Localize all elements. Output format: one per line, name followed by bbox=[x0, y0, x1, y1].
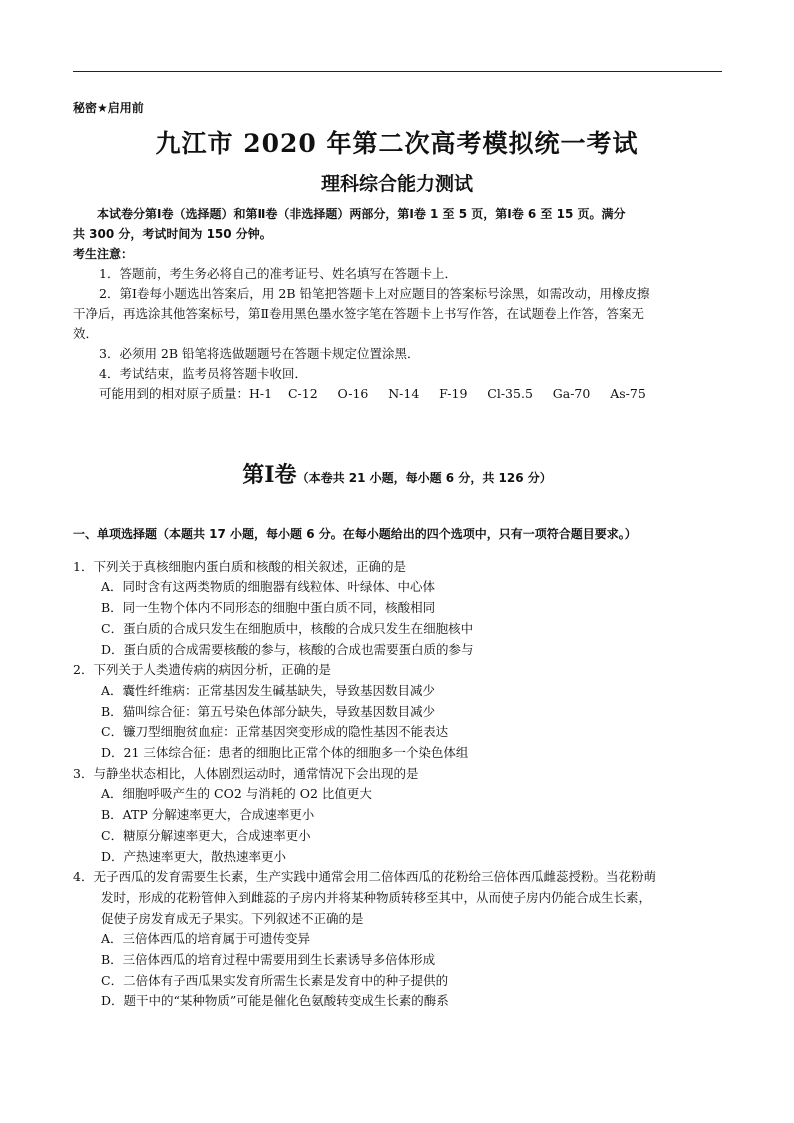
notice-item-continued: 干净后，再选涂其他答案标号，第Ⅱ卷用黑色墨水签字笔在答题卡上书写作答，在试题卷上作答，答案无 bbox=[73, 306, 644, 321]
notice-heading: 考生注意： bbox=[73, 247, 134, 261]
instructions bbox=[73, 204, 723, 404]
question-option: D．题干中的“某种物质”可能是催化色氨酸转变成生长素的酶系 bbox=[101, 993, 449, 1009]
part-one-title bbox=[0, 458, 794, 489]
question-option: B．猫叫综合征：第五号染色体部分缺失，导致基因数目减少 bbox=[101, 703, 436, 719]
confidential-label: 秘密★启用前 bbox=[73, 101, 144, 115]
question-option: C．二倍体有子西瓜果实发育所需生长素是发育中的种子提供的 bbox=[101, 972, 449, 988]
question-option: C．蛋白质的合成只发生在细胞质中，核酸的合成只发生在细胞核中 bbox=[101, 620, 474, 636]
part-one-note: （本卷共 21 小题，每小题 6 分，共 126 分） bbox=[296, 471, 552, 485]
question-option: A．三倍体西瓜的培育属于可遗传变异 bbox=[101, 931, 311, 947]
question-option: D．蛋白质的合成需要核酸的参与，核酸的合成也需要蛋白质的参与 bbox=[101, 641, 474, 657]
question-stem: 4．无子西瓜的发育需要生长素，生产实践中通常会用二倍体西瓜的花粉给三倍体西瓜雌蕊授粉。当花粉萌 bbox=[73, 869, 656, 885]
question-option: C．糖原分解速率更大，合成速率更小 bbox=[101, 827, 311, 843]
question-option: A．细胞呼吸产生的 CO2 与消耗的 O2 比值更大 bbox=[101, 786, 372, 802]
questions-section bbox=[73, 512, 723, 1012]
question-option: B．同一生物个体内不同形态的细胞中蛋白质不同，核酸相同 bbox=[101, 600, 436, 616]
question-stem: 2．下列关于人类遗传病的病因分析，正确的是 bbox=[73, 662, 331, 678]
intro-line: 共 300 分，考试时间为 150 分钟。 bbox=[73, 227, 272, 241]
question-stem-continued: 发时，形成的花粉管伸入到雌蕊的子房内并将某种物质转移至其中，从而使子房内仍能合成生长素， bbox=[101, 889, 652, 905]
question-option: A．同时含有这两类物质的细胞器有线粒体、叶绿体、中心体 bbox=[101, 579, 436, 595]
question-option: C．镰刀型细胞贫血症：正常基因突变形成的隐性基因不能表达 bbox=[101, 724, 449, 740]
question-option: B．三倍体西瓜的培育过程中需要用到生长素诱导多倍体形成 bbox=[101, 952, 436, 968]
question-option: D．产热速率更大，散热速率更小 bbox=[101, 848, 287, 864]
top-rule bbox=[73, 71, 722, 72]
exam-subtitle: 理科综合能力测试 bbox=[320, 173, 473, 195]
question-stem: 1．下列关于真核细胞内蛋白质和核酸的相关叙述，正确的是 bbox=[73, 558, 406, 574]
intro-line: 本试卷分第Ⅰ卷（选择题）和第Ⅱ卷（非选择题）两部分，第Ⅰ卷 1 至 5 页，第Ⅰ卷 6 至 15 页。满分 bbox=[97, 207, 626, 221]
part-one-label: 第Ⅰ卷 bbox=[242, 462, 297, 488]
atomic-masses: 可能用到的相对原子质量：H-1 C-12 O-16 N-14 F-19 Cl-35.5 Ga-70 As-75 bbox=[99, 386, 646, 401]
notice-item: 2．第Ⅰ卷每小题选出答案后，用 2B 铅笔把答题卡上对应题目的答案标号涂黑，如需改动，用橡皮擦 bbox=[99, 286, 650, 301]
exam-title: 九江市 2020 年第二次高考模拟统一考试 bbox=[155, 129, 639, 158]
question-option: A．囊性纤维病：正常基因发生碱基缺失，导致基因数目减少 bbox=[101, 682, 436, 698]
question-option: B．ATP 分解速率更大，合成速率更小 bbox=[101, 807, 315, 823]
notice-item-continued: 效． bbox=[73, 326, 99, 341]
section-heading: 一、单项选择题（本题共 17 小题，每小题 6 分。在每小题给出的四个选项中，只有一项符合题目要求。） bbox=[73, 527, 637, 541]
question-stem-continued: 促使子房发育成无子果实。下列叙述不正确的是 bbox=[101, 910, 364, 926]
notice-item: 1．答题前，考生务必将自己的准考证号、姓名填写在答题卡上． bbox=[99, 266, 457, 281]
notice-item: 3．必须用 2B 铅笔将选做题题号在答题卡规定位置涂黑． bbox=[99, 346, 420, 361]
question-stem: 3．与静坐状态相比，人体剧烈运动时，通常情况下会出现的是 bbox=[73, 765, 419, 781]
question-option: D．21 三体综合征：患者的细胞比正常个体的细胞多一个染色体组 bbox=[101, 745, 469, 761]
notice-item: 4．考试结束，监考员将答题卡收回． bbox=[99, 366, 307, 381]
